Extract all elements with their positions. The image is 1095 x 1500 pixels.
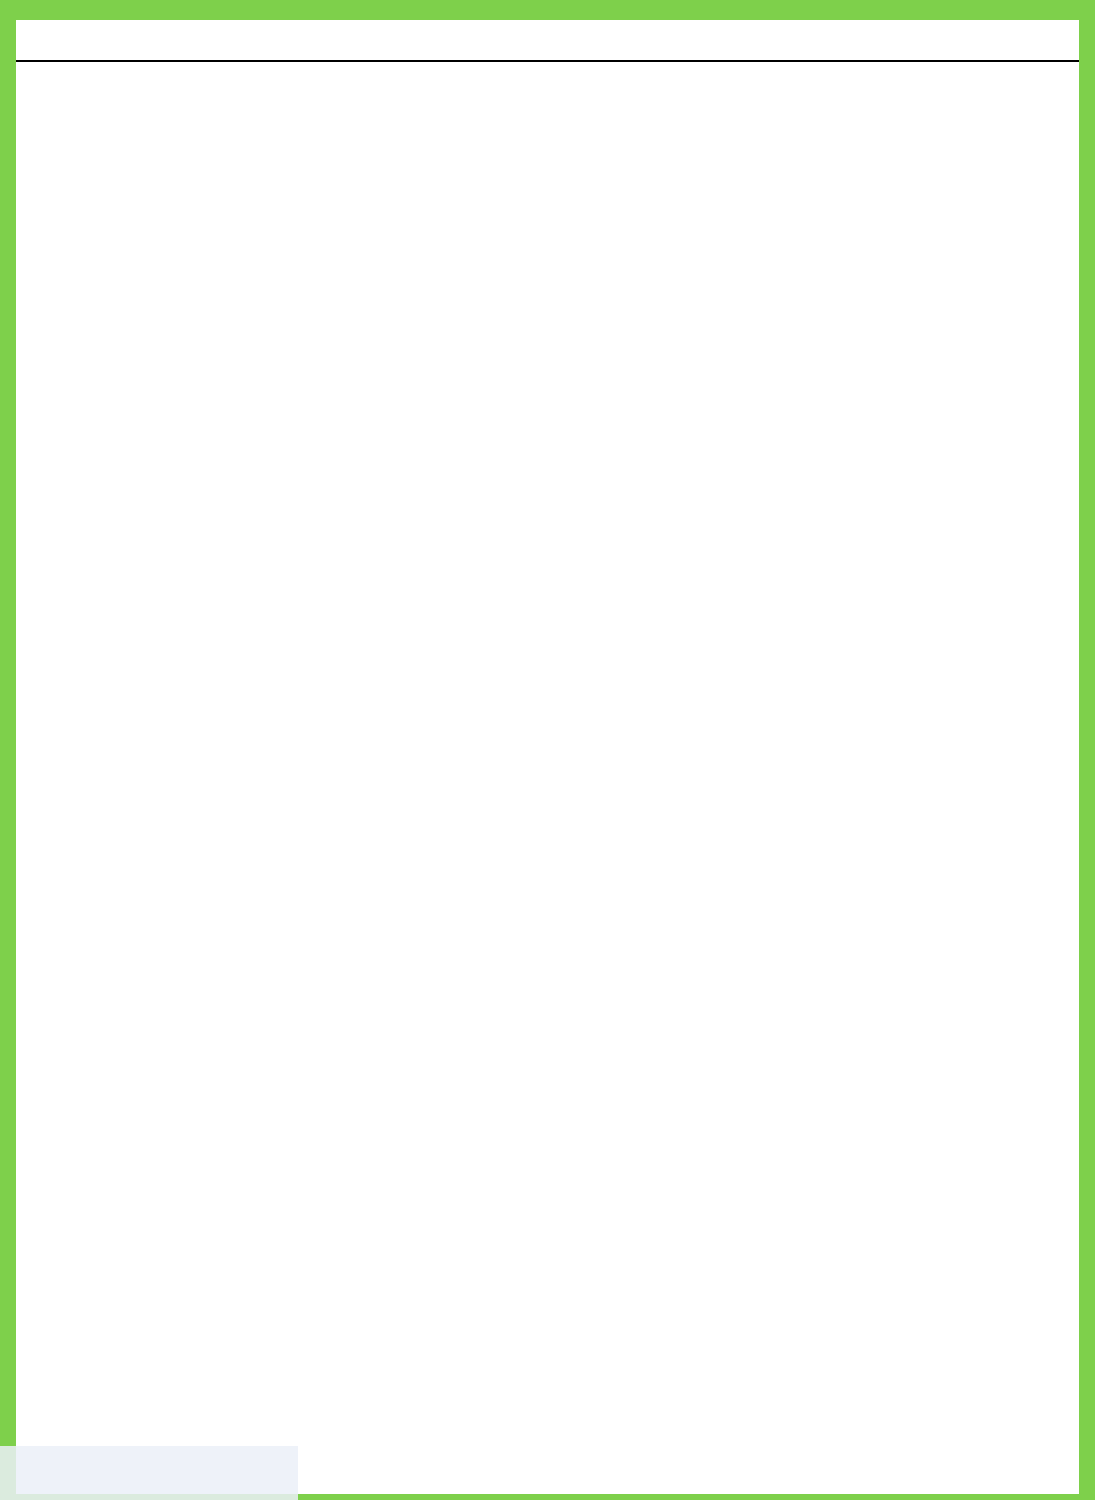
watermark	[0, 1446, 298, 1500]
page-title	[16, 20, 1079, 62]
